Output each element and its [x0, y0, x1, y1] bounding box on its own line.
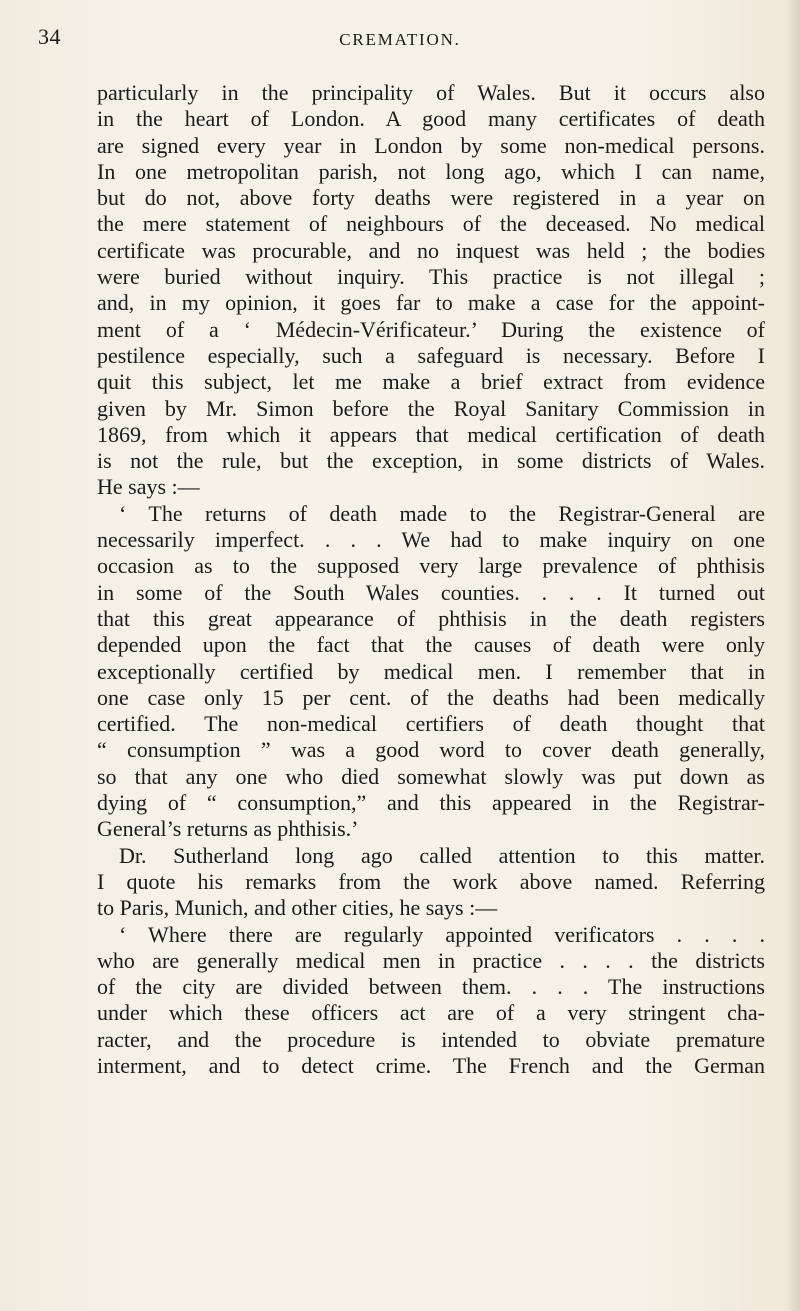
text-line: certificate was procurable, and no inquest was held ; the bodies [97, 237, 765, 263]
text-line: He says :— [97, 474, 200, 500]
text-line: are signed every year in London by some non-medical persons. [97, 132, 765, 158]
page-edge-shadow [786, 0, 800, 1311]
quote-line: racter, and the procedure is intended to obviate premature [97, 1026, 765, 1052]
text-line: I quote his remarks from the work above named. Referring [97, 868, 765, 894]
text-line: is not the rule, but the exception, in some districts of Wales. [97, 448, 765, 474]
quote-line: “ consumption ” was a good word to cover death generally, [97, 737, 765, 763]
text-line: the mere statement of neighbours of the deceased. No medical [97, 211, 765, 237]
text-line: pestilence especially, such a safeguard is necessary. Before I [97, 342, 765, 368]
quote-line: of the city are divided between them. . . . The instructions [97, 974, 765, 1000]
page-number: 34 [38, 24, 61, 49]
quote-line: dying of “ consumption,” and this appeared in the Registrar- [97, 790, 765, 816]
quote-line: certified. The non-medical certifiers of death thought that [97, 711, 765, 737]
quote-line: exceptionally certified by medical men. I remember that in [97, 658, 765, 684]
quote-line: in some of the South Wales counties. . . . It turned out [97, 579, 765, 605]
text-line: and, in my opinion, it goes far to make a case for the appoint- [97, 290, 765, 316]
text-line: were buried without inquiry. This practice is not illegal ; [97, 264, 765, 290]
quote-line: under which these officers act are of a very stringent cha- [97, 1000, 765, 1026]
quote-line: ‘ The returns of death made to the Registrar-General are [119, 500, 765, 526]
text-line: Dr. Sutherland long ago called attention to this matter. [119, 842, 765, 868]
quote-line: ‘ Where there are regularly appointed verificators . . . . [119, 921, 765, 947]
quote-line: so that any one who died somewhat slowly was put down as [97, 763, 765, 789]
quote-line: depended upon the fact that the causes of death were only [97, 632, 765, 658]
text-line: 1869, from which it appears that medical certification of death [97, 421, 765, 447]
quote-line: who are generally medical men in practice . . . . the districts [97, 947, 765, 973]
text-line: to Paris, Munich, and other cities, he says :— [97, 895, 498, 921]
text-line: but do not, above forty deaths were registered in a year on [97, 185, 765, 211]
text-line: quit this subject, let me make a brief extract from evidence [97, 369, 765, 395]
quote-line: interment, and to detect crime. The French and the German [97, 1052, 765, 1078]
running-head: CREMATION. [339, 30, 461, 49]
quote-line: one case only 15 per cent. of the deaths had been medically [97, 684, 765, 710]
quote-line: occasion as to the supposed very large prevalence of phthisis [97, 553, 765, 579]
body-text [97, 80, 765, 1079]
text-line: ment of a ‘ Médecin-Vérificateur.’ During the existence of [97, 316, 765, 342]
quote-line: General’s returns as phthisis.’ [97, 816, 359, 842]
text-line: given by Mr. Simon before the Royal Sanitary Commission in [97, 395, 765, 421]
text-line: In one metropolitan parish, not long ago, which I can name, [97, 158, 765, 184]
text-line: particularly in the principality of Wales. But it occurs also [97, 80, 765, 105]
quote-line: that this great appearance of phthisis in the death registers [97, 605, 765, 631]
quote-line: necessarily imperfect. . . . We had to make inquiry on one [97, 527, 765, 553]
text-line: in the heart of London. A good many certificates of death [97, 106, 765, 132]
